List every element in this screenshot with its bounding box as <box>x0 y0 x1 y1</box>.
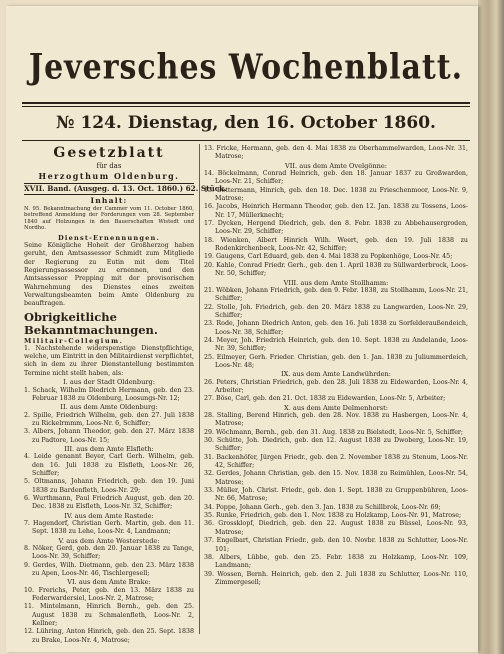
district-heading: III. aus dem Amte Elsfleth: <box>64 444 154 453</box>
list-item: 33. Müller, Joh. Christ. Friedr., geb. den 1. Sept. 1838 zu Gruppenbühren, Loos-Nr. 66, Matrose; <box>204 487 468 503</box>
district-heading: VIII. aus dem Amte Stollhamm: <box>283 278 389 287</box>
obrigkeit-intro: 1. Nachstehende widerspenstige Dienstpflichtige, welche, um Eintritt in den Militairdienst verpflichtet, sich in dem zu ihrer Dienstantellung bestimmten Termine nicht stellt haben, als: <box>24 344 194 377</box>
dienst-heading: Dienst-Ernennungen. <box>57 233 161 242</box>
list-item: 38. Albers, Lübbe, geb. den 25. Febr. 1838 zu Holzkamp, Loos-Nr. 109, Landmann; <box>204 553 468 570</box>
list-item: 6. Wurthmann, Paul Friedrich August, geb. den 20. Dec. 1838 zu Elsfleth, Loos-Nr. 32, Schiffer; <box>24 494 194 511</box>
list-item: 28. Stalling, Berend Hinrich, geb. den 28. Nov. 1838 zu Hasbergen, Loos-Nr. 4, Matrose; <box>204 412 468 428</box>
list-item: 34. Poppe, Johann Gerh., geb. den 3. Jan. 1838 zu Schillbrok, Loos-Nr. 69; <box>204 503 441 511</box>
left-sections <box>24 378 194 645</box>
list-item: 35. Runke, Friedrich, geb. den 1. Nov. 1838 zu Holzkamp, Loos-Nr. 91, Matrose; <box>204 512 462 520</box>
list-item: 31. Backenhöfer, Jürgen Friedr., geb. den 2. November 1838 zu Stenum, Loos-Nr. 42, Schiffer; <box>204 453 468 470</box>
district-heading: I. aus der Stadt Oldenburg: <box>63 378 155 387</box>
obrigkeit-sub: Militair-Collegium. <box>24 336 124 345</box>
list-item: 36. Grossklopf, Diedrich, geb. den 22. August 1838 zu Büssel, Loos-Nr. 93, Matrose; <box>204 520 468 536</box>
inhalt-text: N. 95. Bekanntmachung der Cammer vom 11. October 1860, betreffend Anmeldung der Forderungen vom 28. September 1840 auf Holzungen in den Bauerschaften Wistedt und Nordho. <box>24 205 194 232</box>
list-item: 13. Fricke, Hermann, geb. den 4. Mai 1838 zu Oberhammelwarden, Loos-Nr. 31, Matrose; <box>204 145 468 161</box>
book-page-edge <box>478 0 504 654</box>
list-item: 19. Gaugens, Carl Eduard, geb. den 4. Mai 1838 zu Popkenhöge, Loos-Nr. 45; <box>204 253 453 261</box>
district-heading: IV. aus dem Amte Rastede: <box>64 511 154 520</box>
gesetzblatt-duchy: Herzogthum Oldenburg. <box>38 171 180 181</box>
list-item: 32. Gerdes, Johann Christian, geb. den 15. Nov. 1838 zu Reimühlen, Loos-Nr. 54, Matrose; <box>204 470 468 486</box>
list-item: 30. Schütte, Joh. Diedrich, geb. den 12. August 1838 zu Dwoberg, Loos-Nr. 19, Schiffer; <box>204 437 468 453</box>
list-item: 2. Spille, Friedrich Wilhelm, geb. den 27. Juli 1838 zu Rickelrmmm, Loos-Nr. 6, Schiffer; <box>24 411 194 427</box>
right-sections <box>204 145 468 587</box>
masthead-rule-thin <box>22 106 470 107</box>
list-item: 23. Rode, Johann Diedrich Anton, geb. den 16. Juli 1838 zu Sorfelderaußendeich, Loos-Nr. 38, Schiffer; <box>204 320 468 336</box>
list-item: 17. Dycken, Hergend Diedrich, geb. den 8. Febr. 1838 zu Abbehausergroden, Loos-Nr. 29, Schiffer; <box>204 220 468 236</box>
obrigkeit-heading: Obrigkeitliche Bekanntmachungen. <box>24 309 158 337</box>
gesetzblatt-title: Gesetzblatt <box>53 145 165 161</box>
list-item: 25. Eilmeyer, Gerh. Frieder. Christian, geb. den 1. Jan. 1838 zu Juliummerdeich, Loos-Nr. 48; <box>204 353 468 369</box>
masthead-rule <box>22 102 470 104</box>
left-column <box>24 145 227 645</box>
column-divider <box>199 144 200 634</box>
dienst-text: Seine Königliche Hoheit der Großherzog haben geruht, den Amtsassessor Schmidt zum Mitgliede der Regierung zu Eutin mit dem Titel Regierungsassessor zu ernennen, und den Amtsassessor Prepping mit der provisorischen Wahrnehmung des Dienstes eines zweiten Verwaltungsbeamten beim Amte Oldenburg zu beauftragen. <box>24 242 194 308</box>
district-heading: X. aus dem Amte Delmenhorst: <box>284 403 388 412</box>
district-heading: VI. aus dem Amte Brake: <box>67 578 151 587</box>
issue-rule <box>22 140 470 141</box>
list-item: 1. Schack, Wilhelm Diedrich Hermann, geb. den 23. Februar 1838 zu Oldenburg, Loosungs-Nr. 12; <box>24 386 194 402</box>
list-item: 12. Lühring, Anton Hinrich, geb. den 25. Sept. 1838 zu Brake, Loos-Nr. 4, Matrose; <box>24 628 194 644</box>
district-heading: II. aus dem Amte Oldenburg: <box>60 403 158 412</box>
right-column <box>204 145 468 587</box>
list-item: 14. Böckelmann, Conrad Heinrich, geb. den 18. Januar 1837 zu Großwarden, Loos-Nr. 21, Schiffer; <box>204 170 468 186</box>
list-item: 20. Kahle, Conrad Friedr. Gerh., geb. den 1. April 1838 zu Süllwarderbrock, Loos-Nr. 50, Schiffer; <box>204 261 468 278</box>
list-item: 5. Oltmanns, Johann Friedrich, geb. den 19. Juni 1838 zu Bardenfleth, Loos-Nr. 29; <box>24 478 194 494</box>
list-item: 7. Hagendorf, Christian Gerh. Martin, geb. den 11. Sept. 1838 zu Lehe, Loos-Nr. 4, Landmann; <box>24 520 194 536</box>
list-item: 3. Albers, Johann Theodor, geb. den 27. März 1838 zu Padtore, Loos-Nr. 15; <box>24 428 194 444</box>
list-item: 4. Leide genannt Beyer, Carl Gerh. Wilhelm, geb. den 16. Juli 1838 zu Elsfleth, Loos-Nr. 26, Schiffer; <box>24 453 194 477</box>
masthead: Jeversches Wochenblatt. <box>28 47 464 88</box>
list-item: 10. Frerichs, Peter, geb. den 13. März 1838 zu Federwardersiel, Loos-Nr. 2, Matrose; <box>24 586 194 603</box>
district-heading: IX. aus dem Amte Landwührden: <box>281 370 391 379</box>
list-item: 8. Nöker, Gerd, geb. den 20. Januar 1838 zu Tange, Loos-Nr. 39, Schiffer; <box>24 545 194 561</box>
list-item: 39. Wossen, Bernh. Heinrich, geb. den 2. Juli 1838 zu Schlutter, Loos-Nr. 110, Zimmergesell; <box>204 570 468 586</box>
list-item: 18. Wienken, Albert Hinrich Wilh. Weert, geb. den 19. Juli 1838 zu Rodenkirchenbeck, Loos-Nr. 42, Schiffer; <box>204 236 468 253</box>
list-item: 11. Mintelmann, Hinrich Bernh., geb. den 25. August 1838 zu Schmalenfleth, Loos-Nr. 2, Kellner; <box>24 603 194 628</box>
list-item: 21. Wöbken, Johann Friedrich, geb. den 9. Febr. 1838, zu Stollhamm, Loos-Nr. 21, Schiffer; <box>204 286 468 303</box>
list-item: 26. Peters, Christian Friedrich, geb. den 28. Juli 1838 zu Eidewarden, Loos-Nr. 4, Arbeiter; <box>204 378 468 394</box>
district-heading: VII. aus dem Amte Ovelgönne: <box>285 161 387 170</box>
band-line: XVII. Band. (Ausgeg. d. 13. Oct. 1860.) 62. Stück. <box>24 183 194 195</box>
list-item: 27. Böse, Carl, geb. den 21. Oct. 1838 zu Eidewarden, Loos-Nr. 5, Arbeiter; <box>204 395 446 403</box>
list-item: 9. Gerdes, Wilh. Dietmann, geb. den 23. März 1838 zu Apen, Loos-Nr. 46, Tischlergesell; <box>24 561 194 578</box>
list-item: 24. Meyer, Joh. Friedrich Heinrich, geb. den 10. Sept. 1838 zu Andelande, Loos-Nr. 39, Schiffer; <box>204 336 468 353</box>
list-item: 29. Wöchmann, Bernh., geb. den 31. Aug. 1838 zu Bielstedt, Loos-Nr. 5, Schiffer; <box>204 428 464 436</box>
issue-line: № 124. Dienstag, den 16. October 1860. <box>56 113 436 133</box>
newspaper-page <box>6 6 478 652</box>
list-item: 16. Jacobs, Heinrich Hermann Theodor, geb. den 12. Jan. 1838 zu Tossens, Loos-Nr. 17, Müllerknecht; <box>204 203 468 219</box>
list-item: 15. Bottermann, Hinrich, geb. den 18. Dec. 1838 zu Frieschenmoor, Loos-Nr. 9, Matrose; <box>204 186 468 203</box>
district-heading: V. aus dem Amte Westerstede: <box>58 536 160 545</box>
list-item: 22. Stolle, Joh. Friedrich, geb. den 20. März 1838 zu Langwarden, Loos-Nr. 29, Schiffer; <box>204 303 468 319</box>
inhalt-heading: Inhalt: <box>90 196 128 206</box>
list-item: 37. Engelbart, Christian Friedr., geb. den 10. Novbr. 1838 zu Schlutter, Loos-Nr. 101; <box>204 537 468 553</box>
gesetzblatt-for: für das <box>96 162 122 170</box>
